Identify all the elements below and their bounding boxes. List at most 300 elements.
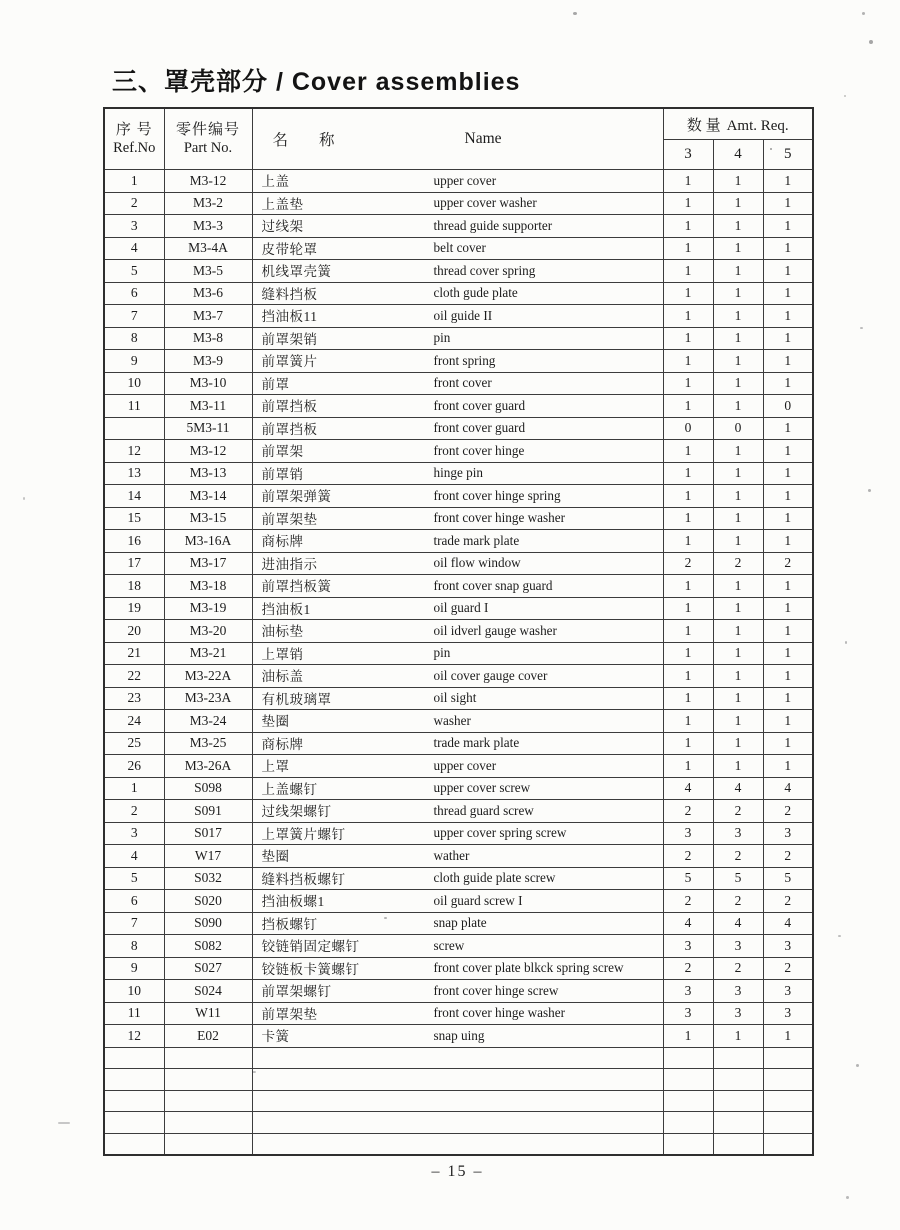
cell-name	[252, 980, 663, 1003]
part-name-en: upper cover screw	[433, 780, 531, 796]
cell-amt-3: 0	[663, 417, 713, 440]
cell-amt-3: 4	[663, 912, 713, 935]
cell-amt-4: 1	[713, 462, 763, 485]
cell-name	[252, 575, 663, 598]
cell-amt-4: 1	[713, 575, 763, 598]
cell-amt-4: 0	[713, 417, 763, 440]
cell-amt-3: 2	[663, 957, 713, 980]
cell-amt-3: 1	[663, 755, 713, 778]
cell-part-no: M3-18	[164, 575, 252, 598]
cell-name	[252, 395, 663, 418]
cell-amt-5: 2	[763, 800, 813, 823]
part-name-en: thread cover spring	[433, 262, 536, 278]
part-name-en: front cover guard	[433, 397, 526, 413]
cell-part-no: S020	[164, 890, 252, 913]
cell-amt-3: 1	[663, 237, 713, 260]
cell-amt-3: 1	[663, 687, 713, 710]
part-name-zh: 挡油板螺1	[261, 894, 325, 910]
empty-cell	[164, 1090, 252, 1112]
part-name-en: front cover hinge washer	[433, 510, 565, 526]
table-row	[104, 282, 813, 305]
cell-amt-3: 3	[663, 980, 713, 1003]
cell-ref-no: 20	[104, 620, 164, 643]
cell-ref-no	[104, 417, 164, 440]
cell-name	[252, 890, 663, 913]
header-amt-col-4: 4	[713, 140, 763, 170]
cell-ref-no: 12	[104, 1025, 164, 1048]
cell-amt-4: 1	[713, 237, 763, 260]
cell-ref-no: 8	[104, 327, 164, 350]
table-row	[104, 710, 813, 733]
empty-cell	[104, 1090, 164, 1112]
empty-cell	[663, 1090, 713, 1112]
part-name-zh: 过线架	[261, 219, 304, 235]
empty-cell	[252, 1047, 663, 1069]
part-name-zh: 油标垫	[261, 624, 304, 640]
cell-amt-5: 3	[763, 935, 813, 958]
cell-amt-3: 1	[663, 665, 713, 688]
empty-cell	[763, 1047, 813, 1069]
cell-part-no: S091	[164, 800, 252, 823]
table-row	[104, 642, 813, 665]
cell-amt-4: 1	[713, 305, 763, 328]
cell-name	[252, 732, 663, 755]
parts-table-body	[104, 170, 813, 1155]
scan-speck	[838, 935, 841, 937]
cell-part-no: W11	[164, 1002, 252, 1025]
cell-name	[252, 935, 663, 958]
part-name-zh: 上盖	[261, 174, 290, 190]
header-amt-col-5: 5	[763, 140, 813, 170]
part-name-en: front cover hinge	[433, 442, 525, 458]
cell-amt-5: 2	[763, 845, 813, 868]
part-name-zh: 有机玻璃罩	[261, 691, 332, 707]
cell-amt-5: 1	[763, 305, 813, 328]
table-row	[104, 912, 813, 935]
header-amt-req	[663, 108, 813, 140]
table-row	[104, 575, 813, 598]
cell-part-no: M3-22A	[164, 665, 252, 688]
cell-amt-3: 3	[663, 822, 713, 845]
cell-name	[252, 530, 663, 553]
table-row	[104, 417, 813, 440]
table-row	[104, 485, 813, 508]
table-row	[104, 845, 813, 868]
part-name-en: front spring	[433, 352, 496, 368]
cell-amt-5: 4	[763, 912, 813, 935]
cell-name	[252, 440, 663, 463]
part-name-en: pin	[433, 645, 451, 661]
cell-amt-3: 1	[663, 170, 713, 193]
cell-amt-3: 1	[663, 215, 713, 238]
cell-amt-5: 4	[763, 777, 813, 800]
cell-part-no: M3-2	[164, 192, 252, 215]
part-name-zh: 商标牌	[261, 736, 304, 752]
part-name-zh: 前罩架垫	[261, 511, 318, 527]
header-amt-en: Amt. Req.	[726, 117, 789, 134]
part-name-zh: 皮带轮罩	[261, 241, 318, 257]
cell-amt-5: 1	[763, 710, 813, 733]
cell-amt-5: 1	[763, 327, 813, 350]
cell-ref-no: 19	[104, 597, 164, 620]
table-row	[104, 822, 813, 845]
cell-ref-no: 24	[104, 710, 164, 733]
cell-part-no: M3-21	[164, 642, 252, 665]
table-row	[104, 170, 813, 193]
cell-amt-4: 1	[713, 440, 763, 463]
part-name-en: belt cover	[433, 240, 486, 256]
empty-cell	[713, 1112, 763, 1134]
cell-amt-3: 1	[663, 372, 713, 395]
part-name-zh: 垫圈	[261, 714, 290, 730]
empty-cell	[104, 1047, 164, 1069]
part-name-zh: 上罩	[261, 759, 290, 775]
cell-name	[252, 845, 663, 868]
part-name-zh: 前罩架弹簧	[261, 489, 332, 505]
cell-amt-3: 1	[663, 305, 713, 328]
cell-part-no: M3-26A	[164, 755, 252, 778]
cell-amt-4: 1	[713, 642, 763, 665]
cell-ref-no: 3	[104, 215, 164, 238]
cell-ref-no: 1	[104, 777, 164, 800]
part-name-zh: 过线架螺钉	[261, 804, 332, 820]
empty-cell	[104, 1112, 164, 1134]
empty-cell	[663, 1112, 713, 1134]
part-name-en: upper cover spring screw	[433, 825, 567, 841]
cell-ref-no: 23	[104, 687, 164, 710]
empty-cell	[164, 1047, 252, 1069]
cell-name	[252, 552, 663, 575]
cell-amt-4: 2	[713, 845, 763, 868]
cell-amt-5: 1	[763, 485, 813, 508]
empty-cell	[252, 1069, 663, 1091]
parts-table	[103, 107, 814, 1156]
cell-ref-no: 4	[104, 845, 164, 868]
cell-ref-no: 3	[104, 822, 164, 845]
cell-amt-3: 2	[663, 800, 713, 823]
scan-speck	[868, 489, 871, 492]
cell-amt-4: 1	[713, 530, 763, 553]
cell-part-no: S090	[164, 912, 252, 935]
cell-name	[252, 372, 663, 395]
cell-ref-no: 1	[104, 170, 164, 193]
header-amt-zh: 数 量	[686, 117, 721, 134]
cell-name	[252, 237, 663, 260]
part-name-en: trade mark plate	[433, 532, 520, 548]
scan-speck	[23, 497, 25, 500]
part-name-en: pin	[433, 330, 451, 346]
cell-name	[252, 957, 663, 980]
cell-amt-3: 1	[663, 327, 713, 350]
cell-amt-3: 1	[663, 282, 713, 305]
cell-amt-5: 1	[763, 597, 813, 620]
cell-amt-3: 2	[663, 552, 713, 575]
cell-amt-3: 1	[663, 530, 713, 553]
cell-part-no: M3-8	[164, 327, 252, 350]
cell-name	[252, 417, 663, 440]
cell-amt-4: 3	[713, 935, 763, 958]
cell-ref-no: 6	[104, 282, 164, 305]
cell-part-no: S032	[164, 867, 252, 890]
cell-ref-no: 10	[104, 980, 164, 1003]
part-name-zh: 上罩簧片螺钉	[261, 826, 346, 842]
cell-name	[252, 912, 663, 935]
part-name-zh: 上盖螺钉	[261, 781, 318, 797]
cell-part-no: M3-9	[164, 350, 252, 373]
table-row	[104, 777, 813, 800]
table-row	[104, 440, 813, 463]
empty-cell	[713, 1090, 763, 1112]
cell-ref-no: 2	[104, 800, 164, 823]
cell-amt-3: 2	[663, 845, 713, 868]
part-name-en: oil guard I	[433, 600, 489, 616]
table-header	[104, 108, 813, 170]
table-row	[104, 530, 813, 553]
part-name-en: hinge pin	[433, 465, 483, 481]
cell-ref-no: 11	[104, 1002, 164, 1025]
part-name-zh: 前罩挡板	[261, 421, 318, 437]
cell-part-no: M3-5	[164, 260, 252, 283]
cell-amt-5: 1	[763, 755, 813, 778]
part-name-zh: 油标盖	[261, 669, 304, 685]
empty-cell	[763, 1133, 813, 1155]
cell-ref-no: 13	[104, 462, 164, 485]
cell-amt-4: 2	[713, 890, 763, 913]
cell-ref-no: 8	[104, 935, 164, 958]
cell-amt-4: 1	[713, 620, 763, 643]
cell-name	[252, 327, 663, 350]
cell-ref-no: 9	[104, 350, 164, 373]
cell-name	[252, 1002, 663, 1025]
part-name-zh: 前罩销	[261, 466, 304, 482]
cell-name	[252, 800, 663, 823]
table-row	[104, 260, 813, 283]
empty-cell	[713, 1133, 763, 1155]
scan-speck	[58, 1122, 70, 1124]
table-row	[104, 215, 813, 238]
cell-part-no: E02	[164, 1025, 252, 1048]
cell-amt-4: 1	[713, 665, 763, 688]
part-name-en: upper cover washer	[433, 195, 537, 211]
cell-amt-4: 4	[713, 777, 763, 800]
cell-amt-3: 1	[663, 192, 713, 215]
table-row	[104, 890, 813, 913]
header-name	[252, 108, 663, 170]
cell-amt-3: 1	[663, 440, 713, 463]
cell-name	[252, 350, 663, 373]
table-row	[104, 957, 813, 980]
header-ref-no-zh: 序 号	[115, 121, 153, 138]
scan-speck	[869, 40, 873, 44]
cell-ref-no: 9	[104, 957, 164, 980]
cell-name	[252, 462, 663, 485]
cell-amt-5: 1	[763, 620, 813, 643]
part-name-en: front cover hinge screw	[433, 982, 559, 998]
part-name-zh: 前罩簧片	[261, 354, 318, 370]
part-name-zh: 前罩架	[261, 444, 304, 460]
cell-amt-3: 3	[663, 935, 713, 958]
part-name-zh: 前罩挡板簧	[261, 579, 332, 595]
part-name-zh: 缝料挡板螺钉	[261, 871, 346, 887]
table-row	[104, 237, 813, 260]
cell-amt-4: 4	[713, 912, 763, 935]
table-row	[104, 1025, 813, 1048]
cell-amt-5: 2	[763, 890, 813, 913]
empty-cell	[663, 1047, 713, 1069]
header-name-en: Name	[464, 130, 502, 147]
cell-part-no: M3-12	[164, 440, 252, 463]
header-ref-no-en: Ref.No	[113, 140, 156, 157]
table-row	[104, 395, 813, 418]
part-name-en: oil guide II	[433, 307, 493, 323]
cell-amt-5: 1	[763, 237, 813, 260]
cell-name	[252, 777, 663, 800]
cell-amt-5: 1	[763, 372, 813, 395]
cell-ref-no: 21	[104, 642, 164, 665]
part-name-en: oil sight	[433, 690, 477, 706]
cell-part-no: M3-11	[164, 395, 252, 418]
header-ref-no	[104, 108, 164, 170]
part-name-en: upper cover	[433, 172, 497, 188]
cell-amt-4: 1	[713, 1025, 763, 1048]
scan-speck	[862, 12, 865, 15]
empty-cell	[104, 1069, 164, 1091]
cell-amt-3: 1	[663, 710, 713, 733]
header-part-no-zh: 零件编号	[175, 121, 240, 138]
cell-amt-5: 1	[763, 417, 813, 440]
part-name-en: snap plate	[433, 915, 487, 931]
empty-cell	[763, 1069, 813, 1091]
cell-amt-5: 1	[763, 350, 813, 373]
cell-name	[252, 665, 663, 688]
cell-amt-3: 1	[663, 485, 713, 508]
empty-cell	[252, 1133, 663, 1155]
part-name-en: snap uing	[433, 1027, 485, 1043]
cell-amt-5: 1	[763, 260, 813, 283]
cell-part-no: M3-20	[164, 620, 252, 643]
cell-name	[252, 867, 663, 890]
table-row	[104, 620, 813, 643]
cell-amt-3: 4	[663, 777, 713, 800]
part-name-zh: 挡板螺钉	[261, 916, 318, 932]
cell-amt-5: 3	[763, 1002, 813, 1025]
cell-amt-4: 1	[713, 192, 763, 215]
cell-part-no: M3-19	[164, 597, 252, 620]
empty-cell	[252, 1090, 663, 1112]
part-name-en: cloth guide plate screw	[433, 870, 556, 886]
part-name-zh: 前罩架销	[261, 331, 318, 347]
part-name-en: thread guide supporter	[433, 217, 553, 233]
cell-amt-5: 0	[763, 395, 813, 418]
cell-part-no: M3-24	[164, 710, 252, 733]
empty-cell	[164, 1069, 252, 1091]
cell-ref-no: 12	[104, 440, 164, 463]
header-part-no-en: Part No.	[183, 140, 233, 157]
table-row	[104, 800, 813, 823]
table-row	[104, 552, 813, 575]
cell-amt-3: 1	[663, 350, 713, 373]
cell-name	[252, 282, 663, 305]
cell-amt-5: 1	[763, 687, 813, 710]
empty-cell	[164, 1133, 252, 1155]
table-row	[104, 1002, 813, 1025]
cell-amt-5: 1	[763, 507, 813, 530]
empty-cell	[252, 1112, 663, 1134]
header-amt-col-3: 3	[663, 140, 713, 170]
cell-ref-no: 26	[104, 755, 164, 778]
table-row	[104, 935, 813, 958]
cell-amt-4: 2	[713, 800, 763, 823]
cell-ref-no: 10	[104, 372, 164, 395]
cell-amt-4: 1	[713, 755, 763, 778]
cell-part-no: M3-10	[164, 372, 252, 395]
table-row	[104, 327, 813, 350]
cell-name	[252, 687, 663, 710]
cell-amt-4: 1	[713, 485, 763, 508]
cell-name	[252, 620, 663, 643]
cell-name	[252, 710, 663, 733]
cell-amt-5: 1	[763, 1025, 813, 1048]
cell-name	[252, 507, 663, 530]
cell-part-no: S024	[164, 980, 252, 1003]
cell-name	[252, 215, 663, 238]
part-name-zh: 垫圈	[261, 849, 290, 865]
empty-cell	[164, 1112, 252, 1134]
empty-table-row	[104, 1112, 813, 1134]
part-name-zh: 卡簧	[261, 1029, 290, 1045]
cell-part-no: M3-17	[164, 552, 252, 575]
cell-amt-5: 1	[763, 575, 813, 598]
cell-part-no: 5M3-11	[164, 417, 252, 440]
table-row	[104, 980, 813, 1003]
empty-table-row	[104, 1047, 813, 1069]
part-name-en: oil cover gauge cover	[433, 667, 548, 683]
part-name-en: front cover snap guard	[433, 577, 553, 593]
part-name-en: front cover hinge washer	[433, 1005, 565, 1021]
cell-ref-no: 22	[104, 665, 164, 688]
part-name-en: cloth gude plate	[433, 285, 518, 301]
table-row	[104, 305, 813, 328]
table-row	[104, 732, 813, 755]
part-name-zh: 铰链板卡簧螺钉	[261, 961, 360, 977]
cell-amt-3: 5	[663, 867, 713, 890]
part-name-zh: 铰链销固定螺钉	[261, 939, 360, 955]
cell-amt-5: 3	[763, 822, 813, 845]
cell-part-no: M3-3	[164, 215, 252, 238]
cell-amt-3: 1	[663, 732, 713, 755]
cell-amt-5: 1	[763, 282, 813, 305]
empty-cell	[663, 1133, 713, 1155]
part-name-en: screw	[433, 937, 465, 953]
cell-amt-4: 5	[713, 867, 763, 890]
cell-name	[252, 170, 663, 193]
empty-cell	[713, 1047, 763, 1069]
cell-amt-3: 1	[663, 642, 713, 665]
cell-amt-5: 1	[763, 170, 813, 193]
cell-amt-3: 1	[663, 260, 713, 283]
part-name-en: thread guard screw	[433, 802, 534, 818]
part-name-zh: 前罩架螺钉	[261, 984, 332, 1000]
page-title: 三、罩壳部分 / Cover assemblies	[112, 68, 521, 96]
scan-speck	[860, 327, 863, 329]
cell-part-no: M3-4A	[164, 237, 252, 260]
part-name-en: front cover guard	[433, 420, 526, 436]
empty-table-row	[104, 1069, 813, 1091]
part-name-zh: 商标牌	[261, 534, 304, 550]
cell-ref-no: 4	[104, 237, 164, 260]
cell-amt-4: 1	[713, 170, 763, 193]
cell-amt-3: 1	[663, 620, 713, 643]
